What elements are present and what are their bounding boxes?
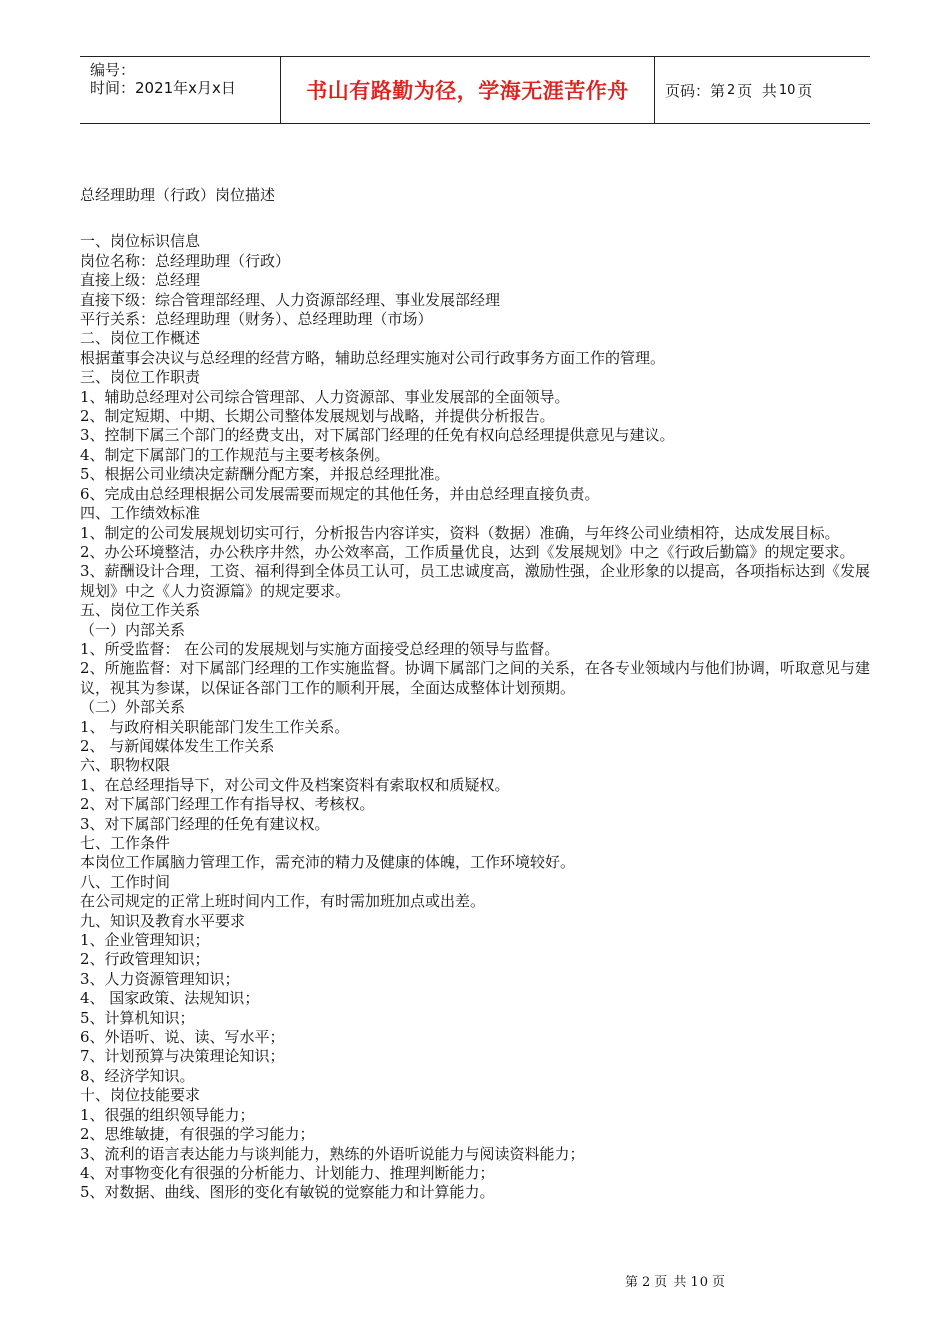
document-line: 直接下级：综合管理部经理、人力资源部经理、事业发展部经理: [80, 290, 501, 309]
footer-prefix: 第: [625, 1275, 640, 1290]
document-line: 七、工作条件: [80, 834, 171, 852]
document-line: 4、 国家政策、法规知识；: [80, 989, 260, 1008]
document-line: 根据董事会决议与总经理的经营方略，辅助总经理实施对公司行政事务方面工作的管理。: [80, 348, 666, 367]
document-line: 3、流利的语言表达能力与谈判能力，熟练的外语听说能力与阅读资料能力；: [80, 1144, 585, 1163]
document-line: 2、 与新闻媒体发生工作关系: [80, 736, 275, 755]
document-line: （一）内部关系: [80, 620, 186, 639]
page-label-suffix: 页: [797, 81, 813, 100]
footer-total-pages: 10: [690, 1275, 709, 1290]
document-body: [80, 186, 870, 1203]
page-total-number: 10: [778, 82, 796, 98]
document-line: 1、制定的公司发展规划切实可行，分析报告内容详实，资料（数据）准确，与年终公司业绩相符，达成发展目标。: [80, 523, 840, 542]
document-line: 岗位名称：总经理助理（行政）: [80, 251, 291, 270]
document-line: 4、对事物变化有很强的分析能力、计划能力、推理判断能力；: [80, 1163, 495, 1182]
document-line: 2、制定短期、中期、长期公司整体发展规划与战略，并提供分析报告。: [80, 407, 555, 426]
document-line: 一、岗位标识信息: [80, 232, 201, 251]
document-line: 2、所施监督：对下属部门经理的工作实施监督。协调下属部门之间的关系，在各专业领域内与他们协调，听取意见与建议，视其为参谋，以保证各部门工作的顺利开展，全面达成整体计划预期。: [80, 659, 870, 697]
document-line: 直接上级：总经理: [80, 271, 201, 290]
document-line: 1、企业管理知识；: [80, 931, 210, 950]
document-line: 九、知识及教育水平要求: [80, 911, 246, 930]
document-line: 平行关系：总经理助理（财务）、总经理助理（市场）: [80, 310, 433, 329]
document-line: 三、岗位工作职责: [80, 368, 201, 387]
document-line: 1、很强的组织领导能力；: [80, 1105, 255, 1124]
document-line: 六、职物权限: [80, 756, 171, 775]
document-line: 5、计算机知识；: [80, 1008, 195, 1027]
page-label-mid: 页 共: [737, 81, 777, 100]
header-motto: 书山有路勤为径，学海无涯苦作舟: [281, 57, 655, 123]
document-line: 1、 与政府相关职能部门发生工作关系。: [80, 717, 350, 736]
footer-current-page: 2: [642, 1275, 652, 1290]
document-line: 1、在总经理指导下，对公司文件及档案资料有索取权和质疑权。: [80, 775, 510, 794]
document-line: 3、人力资源管理知识；: [80, 969, 240, 988]
document-line: 1、所受监督： 在公司的发展规划与实施方面接受总经理的领导与监督。: [80, 639, 560, 658]
document-line: 2、办公环境整洁，办公秩序井然，办公效率高，工作质量优良，达到《发展规划》中之《行政后勤篇》的规定要求。: [80, 542, 855, 561]
document-line: 5、对数据、曲线、图形的变化有敏锐的觉察能力和计算能力。: [80, 1183, 495, 1202]
document-line: 3、薪酬设计合理，工资、福利得到全体员工认可，员工忠诚度高，激励性强，企业形象的以提高，各项指标达到《发展规划》中之《人力资源篇》的规定要求。: [80, 562, 870, 600]
document-line: 8、经济学知识。: [80, 1066, 195, 1085]
document-line: 四、工作绩效标准: [80, 504, 201, 523]
footer-suffix: 页: [711, 1275, 726, 1290]
document-line: 本岗位工作属脑力管理工作，需充沛的精力及健康的体魄，工作环境较好。: [80, 853, 576, 872]
header-page-indicator: [655, 57, 870, 123]
page-header: [80, 56, 870, 124]
document-line: 6、完成由总经理根据公司发展需要而规定的其他任务，并由总经理直接负责。: [80, 484, 600, 503]
document-line: 在公司规定的正常上班时间内工作，有时需加班加点或出差。: [80, 892, 486, 911]
document-line: 1、辅助总经理对公司综合管理部、人力资源部、事业发展部的全面领导。: [80, 387, 570, 406]
document-lines: [80, 232, 870, 1202]
document-line: 2、思维敏捷，有很强的学习能力；: [80, 1125, 315, 1144]
page-current-number: 2: [727, 82, 736, 98]
page-label-prefix: 页码：第: [665, 81, 726, 100]
document-line: 7、计划预算与决策理论知识；: [80, 1047, 285, 1066]
document-line: 五、岗位工作关系: [80, 601, 201, 620]
document-title: 总经理助理（行政）岗位描述: [80, 186, 276, 204]
document-line: 6、外语听、说、读、写水平；: [80, 1028, 285, 1047]
document-number-label: 编号：: [90, 61, 136, 79]
document-line: 5、根据公司业绩决定薪酬分配方案，并报总经理批准。: [80, 465, 450, 484]
document-line: 十、岗位技能要求: [80, 1086, 201, 1105]
document-line: 4、制定下属部门的工作规范与主要考核条例。: [80, 445, 390, 464]
document-line: （二）外部关系: [80, 698, 186, 717]
document-line: 3、对下属部门经理的任免有建议权。: [80, 814, 330, 833]
footer-mid: 页 共: [654, 1275, 688, 1290]
document-line: 二、岗位工作概述: [80, 329, 201, 348]
document-line: 2、对下属部门经理工作有指导权、考核权。: [80, 795, 375, 814]
document-line: 2、行政管理知识；: [80, 950, 210, 969]
header-meta: [80, 57, 281, 123]
page-footer: [625, 1271, 729, 1290]
document-line: 八、工作时间: [80, 872, 171, 891]
document-line: 3、控制下属三个部门的经费支出，对下属部门经理的任免有权向总经理提供意见与建议。: [80, 426, 675, 445]
document-time-label: 时间：2021年x月x日: [90, 79, 236, 97]
